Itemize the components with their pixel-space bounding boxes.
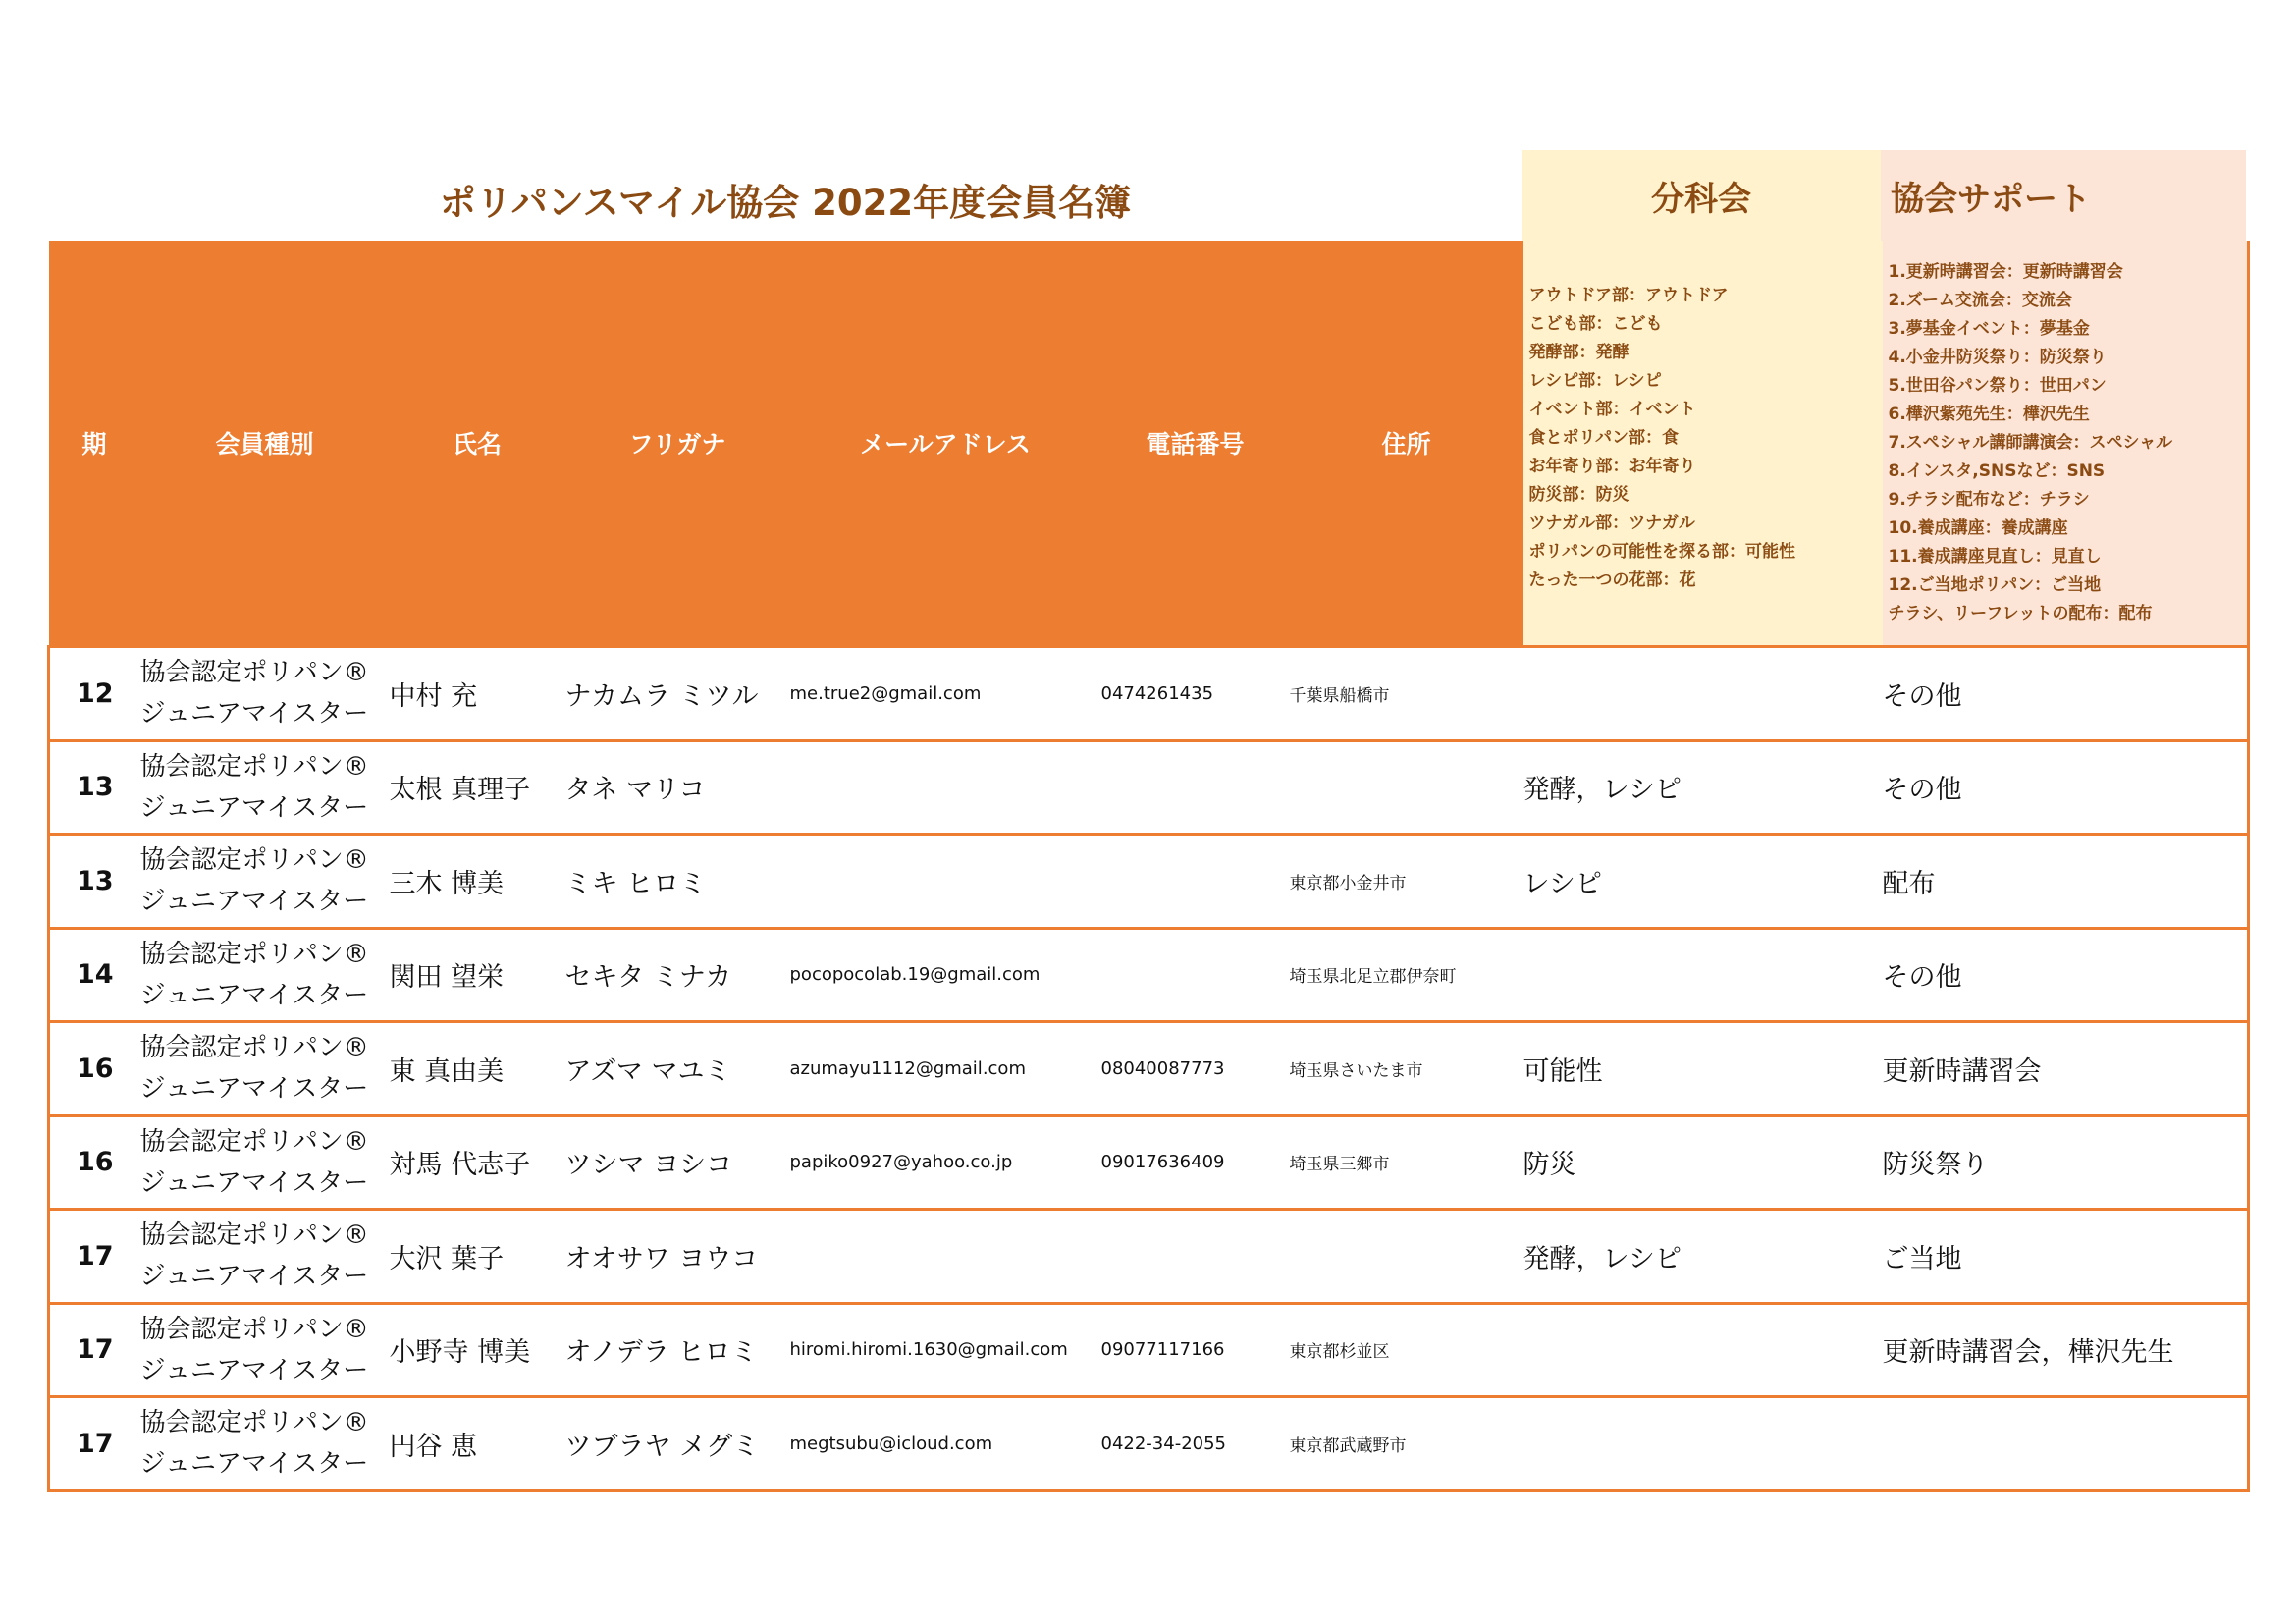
cell-name: 三木 博美 [390, 835, 565, 929]
cell-address: 東京都小金井市 [1290, 835, 1523, 929]
cell-kana: ツシマ ヨシコ [565, 1115, 790, 1210]
legend-item: レシピ部：レシピ [1528, 371, 1662, 391]
member-type-line: 協会認定ポリパン® [139, 845, 369, 876]
cell-address: 東京都杉並区 [1290, 1303, 1523, 1397]
table-row [49, 1115, 2249, 1210]
legend-item: 3.夢基金イベント：夢基金 [1888, 318, 2090, 339]
header-row [49, 241, 2249, 647]
cell-member-type [140, 647, 390, 741]
cell-phone: 08040087773 [1101, 1022, 1290, 1116]
legend-item: ポリパンの可能性を探る部：可能性 [1528, 542, 1795, 562]
member-type-line: 協会認定ポリパン® [139, 1408, 369, 1438]
column-header-name: 氏名 [390, 241, 565, 647]
member-roster-table [47, 241, 2250, 1492]
cell-address: 埼玉県北足立郡伊奈町 [1290, 928, 1523, 1022]
cell-phone: 09077117166 [1101, 1303, 1290, 1397]
legend-item: イベント部：イベント [1528, 400, 1696, 419]
cell-address: 埼玉県さいたま市 [1290, 1022, 1523, 1116]
cell-kana: ナカムラ ミツル [565, 647, 790, 741]
column-header-address: 住所 [1290, 241, 1523, 647]
member-type-line: ジュニアマイスター [139, 1262, 369, 1292]
table-row [49, 647, 2249, 741]
support-header: 協会サポート [1881, 150, 2246, 241]
member-type-line: ジュニアマイスター [139, 1167, 369, 1198]
legend-item: アウトドア部：アウトドア [1528, 286, 1729, 305]
cell-member-type [140, 740, 390, 835]
cell-period: 12 [49, 647, 140, 741]
cell-member-type [140, 835, 390, 929]
column-header-period: 期 [49, 241, 140, 647]
cell-period: 13 [49, 740, 140, 835]
cell-name: 太根 真理子 [390, 740, 565, 835]
legend-item: 12.ご当地ポリパン：ご当地 [1888, 574, 2102, 595]
legend-item: お年寄り部：お年寄り [1528, 457, 1696, 476]
cell-name: 関田 望栄 [390, 928, 565, 1022]
member-type-line: ジュニアマイスター [139, 887, 369, 917]
member-type-line: ジュニアマイスター [139, 980, 369, 1010]
member-type-line: 協会認定ポリパン® [139, 751, 369, 782]
legend-item: 10.養成講座：養成講座 [1888, 517, 2068, 538]
member-type-line: 協会認定ポリパン® [139, 1314, 369, 1344]
cell-support: 防災祭り [1883, 1115, 2249, 1210]
legend-item: 6.樺沢紫苑先生：樺沢先生 [1888, 404, 2090, 424]
cell-member-type [140, 1210, 390, 1304]
cell-kana: オノデラ ヒロミ [565, 1303, 790, 1397]
column-header-member-type: 会員種別 [140, 241, 390, 647]
cell-email [790, 740, 1101, 835]
cell-phone [1101, 928, 1290, 1022]
cell-phone: 0422-34-2055 [1101, 1397, 1290, 1491]
member-type-line: 協会認定ポリパン® [139, 939, 369, 969]
cell-name: 小野寺 博美 [390, 1303, 565, 1397]
table-row [49, 1210, 2249, 1304]
cell-email [790, 1210, 1101, 1304]
cell-support: その他 [1883, 740, 2249, 835]
table-row [49, 835, 2249, 929]
cell-bunka [1523, 1303, 1883, 1397]
cell-bunka: 可能性 [1523, 1022, 1883, 1116]
cell-phone: 0474261435 [1101, 647, 1290, 741]
legend-item: 5.世田谷パン祭り：世田パン [1888, 375, 2107, 396]
cell-address: 埼玉県三郷市 [1290, 1115, 1523, 1210]
cell-period: 14 [49, 928, 140, 1022]
legend-item: 1.更新時講習会：更新時講習会 [1888, 261, 2123, 282]
page-title: ポリパンスマイル協会 2022年度会員名簿 [439, 182, 1132, 224]
cell-phone [1101, 835, 1290, 929]
cell-email: hiromi.hiromi.1630@gmail.com [790, 1303, 1101, 1397]
legend-item: 4.小金井防災祭り：防災祭り [1888, 347, 2107, 367]
column-header-kana: フリガナ [565, 241, 790, 647]
cell-kana: オオサワ ヨウコ [565, 1210, 790, 1304]
cell-period: 16 [49, 1115, 140, 1210]
member-type-line: 協会認定ポリパン® [139, 1033, 369, 1063]
cell-bunka: 発酵，レシピ [1523, 1210, 1883, 1304]
legend-item: 防災部：防災 [1528, 485, 1629, 505]
legend-item: 食とポリパン部：食 [1528, 428, 1679, 448]
table-row [49, 1022, 2249, 1116]
cell-member-type [140, 1022, 390, 1116]
support-legend [1883, 241, 2249, 647]
table-row [49, 1397, 2249, 1491]
cell-support: 更新時講習会 [1883, 1022, 2249, 1116]
member-type-line: 協会認定ポリパン® [139, 1220, 369, 1251]
legend-item: 2.ズーム交流会：交流会 [1888, 290, 2072, 310]
legend-item: 7.スペシャル講師講演会：スペシャル [1888, 432, 2173, 453]
cell-name: 中村 充 [390, 647, 565, 741]
cell-period: 16 [49, 1022, 140, 1116]
column-header-phone: 電話番号 [1101, 241, 1290, 647]
legend-item: たった一つの花部：花 [1528, 570, 1696, 590]
cell-address [1290, 740, 1523, 835]
cell-email [790, 835, 1101, 929]
legend-item: 11.養成講座見直し：見直し [1888, 546, 2102, 567]
cell-email: me.true2@gmail.com [790, 647, 1101, 741]
bunka-header: 分科会 [1522, 150, 1881, 241]
cell-phone [1101, 740, 1290, 835]
cell-bunka: レシピ [1523, 835, 1883, 929]
legend-item: 9.チラシ配布など：チラシ [1888, 489, 2090, 510]
cell-name: 大沢 葉子 [390, 1210, 565, 1304]
legend-item: 発酵部：発酵 [1528, 343, 1629, 362]
cell-bunka: 防災 [1523, 1115, 1883, 1210]
cell-support: その他 [1883, 647, 2249, 741]
cell-period: 13 [49, 835, 140, 929]
member-type-line: ジュニアマイスター [139, 1074, 369, 1105]
table-row [49, 928, 2249, 1022]
legend-item: 8.インスタ,SNSなど：SNS [1888, 460, 2106, 481]
bunka-legend [1523, 241, 1883, 647]
cell-bunka [1523, 647, 1883, 741]
cell-support [1883, 1397, 2249, 1491]
member-type-line: ジュニアマイスター [139, 699, 369, 730]
legend-item: ツナガル部：ツナガル [1528, 514, 1695, 533]
legend-item: こども部：こども [1528, 314, 1663, 334]
cell-kana: セキタ ミナカ [565, 928, 790, 1022]
cell-email: azumayu1112@gmail.com [790, 1022, 1101, 1116]
member-type-line: 協会認定ポリパン® [139, 658, 369, 688]
cell-member-type [140, 1303, 390, 1397]
cell-address: 東京都武蔵野市 [1290, 1397, 1523, 1491]
table-row [49, 740, 2249, 835]
legend-item: チラシ、リーフレットの配布：配布 [1888, 603, 2153, 623]
cell-address: 千葉県船橋市 [1290, 647, 1523, 741]
cell-member-type [140, 1397, 390, 1491]
cell-period: 17 [49, 1210, 140, 1304]
cell-support: 配布 [1883, 835, 2249, 929]
cell-support: ご当地 [1883, 1210, 2249, 1304]
cell-support: 更新時講習会，樺沢先生 [1883, 1303, 2249, 1397]
cell-bunka [1523, 928, 1883, 1022]
cell-email: megtsubu@icloud.com [790, 1397, 1101, 1491]
cell-member-type [140, 1115, 390, 1210]
cell-period: 17 [49, 1303, 140, 1397]
member-type-line: ジュニアマイスター [139, 1449, 369, 1480]
table-row [49, 1303, 2249, 1397]
cell-name: 対馬 代志子 [390, 1115, 565, 1210]
cell-kana: タネ マリコ [565, 740, 790, 835]
cell-address [1290, 1210, 1523, 1304]
cell-phone [1101, 1210, 1290, 1304]
member-type-line: ジュニアマイスター [139, 1355, 369, 1385]
cell-kana: ミキ ヒロミ [565, 835, 790, 929]
column-header-email: メールアドレス [790, 241, 1101, 647]
cell-kana: アズマ マユミ [565, 1022, 790, 1116]
cell-kana: ツブラヤ メグミ [565, 1397, 790, 1491]
cell-bunka: 発酵，レシピ [1523, 740, 1883, 835]
cell-email: pocopocolab.19@gmail.com [790, 928, 1101, 1022]
cell-email: papiko0927@yahoo.co.jp [790, 1115, 1101, 1210]
member-type-line: 協会認定ポリパン® [139, 1126, 369, 1157]
cell-period: 17 [49, 1397, 140, 1491]
cell-name: 円谷 恵 [390, 1397, 565, 1491]
member-type-line: ジュニアマイスター [139, 792, 369, 823]
cell-bunka [1523, 1397, 1883, 1491]
cell-member-type [140, 928, 390, 1022]
cell-support: その他 [1883, 928, 2249, 1022]
cell-name: 東 真由美 [390, 1022, 565, 1116]
cell-phone: 09017636409 [1101, 1115, 1290, 1210]
